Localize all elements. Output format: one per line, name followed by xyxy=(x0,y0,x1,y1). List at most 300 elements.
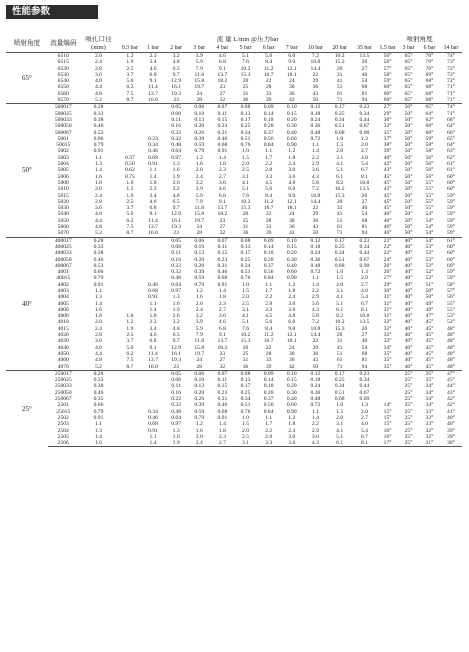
table-row xyxy=(6,97,462,104)
orifice-size: 2.0 xyxy=(79,53,119,60)
flow-value: 6.0 xyxy=(280,53,303,60)
spray-angle: 53° xyxy=(425,250,434,257)
flow-value: 6.1 xyxy=(336,173,344,180)
flow-value: 0.30 xyxy=(286,389,297,396)
flow-value: 2.3 xyxy=(218,167,226,174)
spray-angle: 40° xyxy=(404,287,413,294)
flow-value: 3.9 xyxy=(195,319,203,326)
flow-value: 0.51 xyxy=(334,123,345,130)
flow-value: 6.0 xyxy=(288,186,296,193)
spray-angle: 45° xyxy=(425,338,434,345)
flow-value: 18.2 xyxy=(217,211,228,218)
orifice-size: 4.8 xyxy=(94,357,102,364)
flow-value: 3.6 xyxy=(311,433,319,440)
flow-value: 1.6 xyxy=(195,427,203,434)
spray-angle: 60° xyxy=(425,129,434,136)
flow-value: 5.1 xyxy=(336,167,344,174)
flow-value: 3.2 xyxy=(195,313,203,320)
spray-angle: 59° xyxy=(447,217,455,224)
spray-angle: 70° xyxy=(419,53,440,60)
orifice-size: 5.2 xyxy=(94,363,102,370)
flow-value: 5.1 xyxy=(234,53,257,60)
orifice-size: 2.8 xyxy=(94,65,102,72)
spray-angle: 50° xyxy=(404,110,413,117)
spray-angle: 59° xyxy=(447,275,455,282)
flow-value: 0.25 xyxy=(240,123,251,130)
flow-value: 0.48 xyxy=(310,262,321,269)
flow-value: 0.10 xyxy=(280,370,303,377)
header-pressure: 1 bar xyxy=(141,45,164,53)
flow-value: 1.7 xyxy=(265,154,273,161)
flow-value: 2.4 xyxy=(288,161,296,168)
flow-value: 0.68 xyxy=(334,129,345,136)
spray-angle: 35° xyxy=(425,377,434,384)
flow-value: 42 xyxy=(288,363,295,370)
flow-value: 3.6 xyxy=(311,167,319,174)
spray-angle: 60° xyxy=(383,90,392,97)
flow-value: 3.4 xyxy=(149,59,157,66)
flow-value: 4.6 xyxy=(211,53,234,60)
orifice-size: 4.4 xyxy=(94,350,102,357)
spray-angle: 50° xyxy=(404,186,413,193)
flow-value: 2.7 xyxy=(360,281,368,288)
spray-angle: 50° xyxy=(404,230,413,237)
flow-value: 3.1 xyxy=(234,440,257,447)
performance-table xyxy=(6,36,462,447)
spray-angle: 33° xyxy=(383,338,392,345)
spray-angle: 62° xyxy=(425,116,434,123)
spray-angle: 61° xyxy=(447,161,455,168)
group-angle: 50° xyxy=(6,104,48,237)
flow-value: 2.0 xyxy=(195,300,203,307)
flow-value: 36 xyxy=(242,363,249,370)
flow-value: 3.7 xyxy=(126,338,134,345)
model-code: 6520 xyxy=(57,65,69,72)
flow-value: 2.0 xyxy=(336,148,344,155)
spray-angle: 34° xyxy=(425,396,434,403)
spray-angle: 22° xyxy=(383,250,392,257)
flow-value: 16.7 xyxy=(263,338,274,345)
orifice-size: 1.1 xyxy=(94,154,102,161)
orifice-size: 0.33 xyxy=(93,243,104,250)
spray-angle: 26° xyxy=(383,262,392,269)
flow-value: 0.56 xyxy=(263,402,274,409)
flow-value: 4.6 xyxy=(218,319,226,326)
spray-angle: 66° xyxy=(447,129,455,136)
spray-angle: 25° xyxy=(404,421,413,428)
flow-value: 6.5 xyxy=(172,65,180,72)
orifice-size: 4.8 xyxy=(94,224,102,231)
spray-angle: 33° xyxy=(425,421,434,428)
spray-angle: 59° xyxy=(447,198,455,205)
flow-value: 0.10 xyxy=(280,104,303,111)
flow-value: 8.7 xyxy=(126,97,134,104)
flow-value: 5.0 xyxy=(126,78,134,85)
flow-value: 7.6 xyxy=(242,192,249,199)
flow-value: 0.22 xyxy=(171,129,182,136)
header-pressure: 5 bar xyxy=(234,45,257,53)
flow-value: 2.4 xyxy=(195,306,203,313)
flow-value: 1.9 xyxy=(172,173,180,180)
flow-value: 3.2 xyxy=(172,186,180,193)
flow-value: 1.6 xyxy=(172,167,180,174)
spray-angle: 59° xyxy=(383,78,392,85)
flow-value: 0.90 xyxy=(359,129,370,136)
flow-value: 1.2 xyxy=(195,287,203,294)
flow-value: 2.9 xyxy=(311,161,319,168)
spray-angle: 22° xyxy=(383,243,392,250)
orifice-size: 5.2 xyxy=(94,97,102,104)
header-spray-pressure: 1.5 bar xyxy=(377,45,398,53)
flow-value: 32 xyxy=(219,97,226,104)
flow-value: 24 xyxy=(196,357,203,364)
flow-value: 2.2 xyxy=(311,421,319,428)
orifice-size: 1.4 xyxy=(94,300,102,307)
spray-angle: 59° xyxy=(447,230,455,237)
flow-value: 0.22 xyxy=(171,262,182,269)
spray-angle: 43° xyxy=(383,167,392,174)
table-row xyxy=(6,440,462,447)
flow-value: 0.08 xyxy=(171,377,182,384)
orifice-size: 3.6 xyxy=(94,205,102,212)
model-code: 4001 xyxy=(57,269,69,276)
spray-angle: 60° xyxy=(383,97,392,104)
flow-value xyxy=(118,237,141,244)
header-pressure: 20 bar xyxy=(328,45,352,53)
orifice-size: 5.2 xyxy=(94,230,102,237)
flow-value: 4.8 xyxy=(172,192,180,199)
flow-value: 9.0 xyxy=(288,59,296,66)
spray-angle: 45° xyxy=(383,179,392,186)
flow-value: 51 xyxy=(336,350,343,357)
flow-value: 15.8 xyxy=(194,211,205,218)
flow-value: 27 xyxy=(219,90,226,97)
flow-value: 0.60 xyxy=(286,135,297,142)
flow-value: 23 xyxy=(173,97,179,104)
spray-angle: 55° xyxy=(425,192,434,199)
spray-angle: 59° xyxy=(447,224,455,231)
flow-value: 7.6 xyxy=(242,59,249,66)
spray-angle: 72° xyxy=(447,71,455,78)
flow-value: 0.37 xyxy=(124,154,135,161)
spray-angle: 17° xyxy=(377,440,398,447)
model-code: 4005 xyxy=(57,300,69,307)
spray-angle: 50° xyxy=(404,154,413,161)
spray-angle: 48° xyxy=(447,332,455,339)
flow-value: 2.0 xyxy=(195,167,203,174)
spray-angle: 50° xyxy=(404,205,413,212)
flow-value: 1.3 xyxy=(172,161,180,168)
flow-value: 2.7 xyxy=(218,306,226,313)
flow-value: 30 xyxy=(288,350,295,357)
model-code: 5008 xyxy=(57,179,69,186)
flow-value: 0.34 xyxy=(240,129,251,136)
flow-value: 4.6 xyxy=(149,198,157,205)
flow-value: 0.18 xyxy=(263,116,274,123)
flow-value: 0.51 xyxy=(240,135,251,142)
model-code: 6540 xyxy=(57,78,69,85)
spray-angle: 56° xyxy=(425,154,434,161)
flow-value: 7.6 xyxy=(242,325,249,332)
flow-value: 0.39 xyxy=(194,269,205,276)
flow-value: 0.91 xyxy=(148,161,158,168)
flow-value: 19.7 xyxy=(194,350,205,357)
flow-value: 0.23 xyxy=(217,389,228,396)
flow-value: 0.90 xyxy=(359,262,370,269)
flow-value: 28 xyxy=(196,230,203,237)
flow-value: 8.4 xyxy=(265,59,273,66)
spray-angle: 65° xyxy=(398,53,419,60)
spray-angle: 74° xyxy=(440,104,462,111)
model-code: 5006 xyxy=(57,173,69,180)
flow-value: 1.4 xyxy=(218,154,226,161)
flow-value: 0.91 xyxy=(148,427,158,434)
spray-angle: 60° xyxy=(447,186,455,193)
spray-angle: 25° xyxy=(404,408,413,415)
orifice-size: 1.8 xyxy=(94,313,102,320)
flow-value: 6.8 xyxy=(218,59,226,66)
flow-value: 0.23 xyxy=(352,370,377,377)
flow-value: 1.4 xyxy=(141,440,164,447)
flow-value: 1.9 xyxy=(126,325,134,332)
flow-value: 0.24 xyxy=(310,383,321,390)
model-code: 4040 xyxy=(57,344,69,351)
flow-value: 10.8 xyxy=(310,59,321,66)
flow-value: 3.6 xyxy=(218,313,226,320)
flow-value: 0.68 xyxy=(148,154,158,161)
spray-angle: 38° xyxy=(383,142,392,149)
flow-value: 4.8 xyxy=(288,179,296,186)
flow-value: 6.0 xyxy=(288,319,296,326)
flow-value: 12.9 xyxy=(171,78,182,85)
flow-value: 0.23 xyxy=(148,135,158,142)
flow-value: 16.1 xyxy=(171,350,182,357)
flow-value: 0.48 xyxy=(171,142,182,149)
flow-value: 0.16 xyxy=(171,256,182,263)
flow-value: 2.5 xyxy=(126,198,134,205)
flow-value: 2.0 xyxy=(195,433,203,440)
flow-value: 0.34 xyxy=(148,408,158,415)
flow-value: 19.3 xyxy=(171,357,182,364)
flow-value: 20 xyxy=(361,325,368,332)
flow-value: 42 xyxy=(288,97,295,104)
flow-value: 0.84 xyxy=(263,142,274,149)
spray-angle: 16° xyxy=(383,433,392,440)
spray-angle: 56° xyxy=(447,294,455,301)
flow-value: 1.1 xyxy=(265,281,273,288)
flow-value: 13.7 xyxy=(217,338,228,345)
flow-value: 5.6 xyxy=(257,53,280,60)
spray-angle: 65° xyxy=(419,104,440,111)
model-code: 2502 xyxy=(57,414,69,421)
flow-value: 0.07 xyxy=(211,104,234,111)
flow-value: 1.2 xyxy=(126,319,134,326)
flow-value: 1.0 xyxy=(336,135,344,142)
flow-value: 24 xyxy=(288,78,295,85)
spray-angle: 35° xyxy=(383,363,392,370)
spray-angle: 25° xyxy=(404,389,413,396)
spray-angle: 16° xyxy=(383,427,392,434)
orifice-size: 4.8 xyxy=(94,90,102,97)
flow-value: 28 xyxy=(265,350,272,357)
flow-value: 7.2 xyxy=(311,319,319,326)
flow-value: 1.5 xyxy=(242,287,249,294)
flow-value: 33 xyxy=(265,90,272,97)
flow-value: 22 xyxy=(265,344,272,351)
flow-value: 25 xyxy=(242,350,249,357)
flow-value: 5.4 xyxy=(360,161,368,168)
flow-value: 22 xyxy=(312,71,319,78)
flow-value: 2.0 xyxy=(360,408,368,415)
spray-angle: 54° xyxy=(425,230,434,237)
flow-value: 0.12 xyxy=(303,370,327,377)
flow-value: 0.11 xyxy=(171,116,181,123)
flow-value: 0.10 xyxy=(194,243,205,250)
flow-value: 32 xyxy=(219,230,226,237)
flow-value: 0.11 xyxy=(217,110,228,117)
flow-value: 0.26 xyxy=(194,396,205,403)
flow-value: 5.0 xyxy=(126,211,134,218)
flow-value: 50 xyxy=(312,363,319,370)
orifice-size: 0.33 xyxy=(93,110,104,117)
flow-value: 0.51 xyxy=(240,402,251,409)
flow-value: 0.68 xyxy=(334,396,345,403)
orifice-size: 2.8 xyxy=(94,332,102,339)
flow-value: 1.3 xyxy=(172,294,180,301)
spray-angle: 45° xyxy=(425,357,434,364)
flow-value: 0.37 xyxy=(263,129,274,136)
flow-value: 3.1 xyxy=(242,173,249,180)
flow-value: 0.23 xyxy=(352,104,377,111)
flow-value: 0.17 xyxy=(240,250,251,257)
flow-value: 0.67 xyxy=(359,256,370,263)
spray-angle: 60° xyxy=(447,256,455,263)
flow-value: 6.8 xyxy=(149,205,157,212)
flow-value: 5.4 xyxy=(360,294,368,301)
spray-angle: 25° xyxy=(398,370,419,377)
spray-angle: 31° xyxy=(383,306,392,313)
spray-angle: 50° xyxy=(404,217,413,224)
flow-value: 16.7 xyxy=(263,205,274,212)
flow-value: 0.62 xyxy=(124,167,135,174)
orifice-size: 2.4 xyxy=(94,59,102,66)
flow-value: 0.97 xyxy=(171,154,182,161)
flow-value: 2.9 xyxy=(311,427,319,434)
spray-angle: 50° xyxy=(404,129,413,136)
flow-value: 36 xyxy=(288,90,295,97)
model-code: 4003 xyxy=(57,287,69,294)
flow-value: 29 xyxy=(312,211,319,218)
flow-value: 1.4 xyxy=(311,148,319,155)
flow-value: 16.1 xyxy=(171,217,182,224)
orifice-size: 0.79 xyxy=(93,408,104,415)
flow-value: 71 xyxy=(336,363,343,370)
flow-value: 4.0 xyxy=(360,154,368,161)
spray-angle: 60° xyxy=(425,123,434,130)
flow-value: 36 xyxy=(288,224,295,231)
model-code: 500025 xyxy=(54,110,72,117)
flow-value: 13.5 xyxy=(352,53,377,60)
flow-value: 36 xyxy=(312,350,319,357)
spray-angle: 30° xyxy=(383,116,392,123)
flow-value: 19.7 xyxy=(194,217,205,224)
model-code: 2506 xyxy=(48,440,79,447)
spray-angle: 53° xyxy=(425,256,434,263)
spray-angle: 32° xyxy=(425,427,434,434)
flow-value: 40 xyxy=(361,205,368,212)
flow-value: 2.5 xyxy=(242,300,249,307)
flow-value: 1.0 xyxy=(126,313,134,320)
flow-value: 7.5 xyxy=(126,90,134,97)
flow-value: 50 xyxy=(312,230,319,237)
flow-value: 0.23 xyxy=(217,256,228,263)
flow-value: 0.32 xyxy=(171,402,182,409)
flow-value: 3.9 xyxy=(188,53,211,60)
flow-value: 0.20 xyxy=(286,116,297,123)
spray-angle: 71° xyxy=(447,84,455,91)
spray-angle: 63° xyxy=(447,148,455,155)
flow-value: 2.3 xyxy=(218,433,226,440)
header-angle: 喷射角度 xyxy=(6,36,48,53)
spray-angle: 50° xyxy=(404,116,413,123)
orifice-size: 4.0 xyxy=(94,78,102,85)
spray-angle: 46° xyxy=(383,224,392,231)
flow-value: 0.13 xyxy=(194,250,205,257)
flow-value: 3.3 xyxy=(265,173,273,180)
orifice-size: 0.79 xyxy=(93,142,104,149)
orifice-size: 0.79 xyxy=(93,275,104,282)
flow-value: 0.60 xyxy=(286,402,297,409)
flow-value: 0.90 xyxy=(286,275,297,282)
flow-value: 0.46 xyxy=(217,402,228,409)
flow-value: 1.6 xyxy=(195,294,203,301)
group-angle: 65° xyxy=(6,53,48,104)
flow-value: 0.26 xyxy=(194,262,205,269)
flow-value: 2.7 xyxy=(218,173,226,180)
flow-value: 4.1 xyxy=(336,161,344,168)
flow-value: 41 xyxy=(336,344,343,351)
spray-angle: 53° xyxy=(425,262,434,269)
header-spray-pressure: 14 bar xyxy=(440,45,462,53)
flow-value: 4.0 xyxy=(360,421,368,428)
flow-value: 15.3 xyxy=(334,59,345,66)
flow-value: 15.8 xyxy=(194,344,205,351)
flow-value: 13.5 xyxy=(359,319,370,326)
spray-angle: 70° xyxy=(425,59,434,66)
flow-value: 0.16 xyxy=(171,123,182,130)
spray-angle: 40° xyxy=(404,319,413,326)
model-code: 25015 xyxy=(56,408,71,415)
flow-value: 9.0 xyxy=(288,192,296,199)
spray-angle: 40° xyxy=(404,332,413,339)
flow-value: 1.2 xyxy=(288,414,296,421)
flow-value: 4.3 xyxy=(303,440,327,447)
spray-angle: 56° xyxy=(377,53,398,60)
spray-angle: 25° xyxy=(404,383,413,390)
spray-angle: 65° xyxy=(447,135,455,142)
flow-value: 1.7 xyxy=(265,287,273,294)
flow-value: 23 xyxy=(219,217,226,224)
flow-value: 1.1 xyxy=(265,414,273,421)
flow-value: 12.9 xyxy=(171,211,182,218)
group-angle: 25° xyxy=(6,370,48,447)
flow-value: 0.68 xyxy=(217,275,228,282)
flow-value: 1.8 xyxy=(288,154,296,161)
spray-angle: 65° xyxy=(404,84,413,91)
flow-value: 6.7 xyxy=(360,167,368,174)
flow-value: 3.0 xyxy=(288,300,296,307)
flow-value: 0.11 xyxy=(217,377,228,384)
